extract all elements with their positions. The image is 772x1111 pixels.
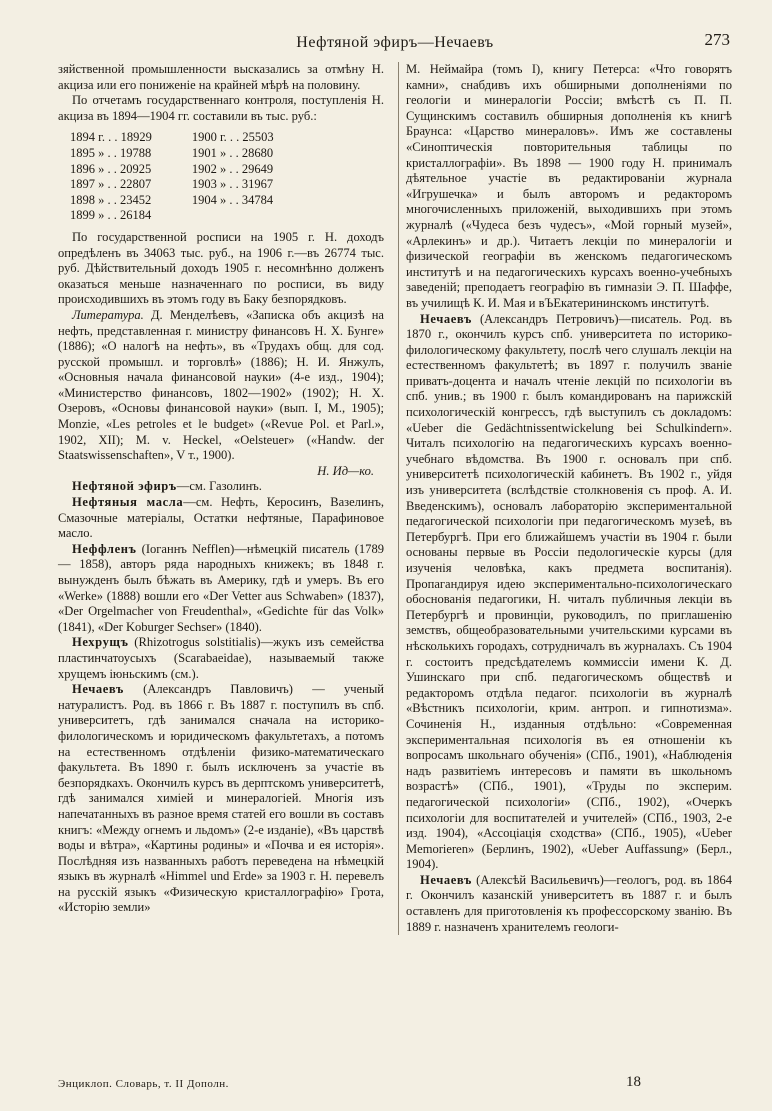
entry (58, 682, 384, 916)
entry-text: (Алексѣй Васильевичъ)—геологъ, род. въ 1864 г. Окончилъ казанскій университетъ въ 1887 г. и былъ оставленъ для приготовленія къ профессорскому званію. Въ 1889 г. назначенъ хранителемъ геологи- (406, 872, 732, 934)
table-cell: 1901 » . . 28680 (191, 145, 274, 160)
table-row (70, 193, 278, 209)
entry-headword: Нефтяной эфиръ (72, 479, 177, 494)
entry (58, 479, 384, 495)
table-cell (192, 208, 278, 224)
paragraph: По государственной росписи на 1905 г. Н. доходъ опредѣленъ въ 34063 тыс. руб., на 1906 г.—въ 26774 тыс. руб. Дѣйствительный доходъ 1905 г. несомнѣнно долженъ оказаться меньше назначеннаго по росписи, въ виду происходившихъ въ этомъ году въ Баку безпорядковъ. (58, 229, 384, 307)
entry-headword: Нечаевъ (420, 311, 472, 326)
signature-mark: 18 (626, 1074, 641, 1090)
table-cell: 1899 » . . 26184 (70, 208, 152, 223)
table-cell: 1904 » . . 34784 (191, 192, 274, 207)
entry-headword: Нефтяныя масла (72, 495, 184, 510)
entry (58, 495, 384, 542)
entry-text: —см. Нефть, Керосинъ, Вазелинъ, Смазочные матеріалы, Остатки нефтяные, Парафиновое масло. (58, 495, 384, 541)
table-cell: 1902 » . . 29649 (191, 161, 274, 176)
entry (406, 873, 732, 935)
literature-paragraph (58, 308, 384, 464)
entry-text: (Александръ Павловичъ) — ученый натуралистъ. Род. въ 1866 г. Въ 1887 г. поступилъ въ спб. университетъ, гдѣ занимался сначала на историко-филологическомъ и юридическомъ факультетахъ, а потомъ на естественномъ отдѣленіи физико-математическаго факультета. Въ 1890 г. былъ исключенъ за участіе въ безпорядкахъ. Окончилъ курсъ въ дерптскомъ университетѣ, гдѣ занимался химіей и минералогіей. Многія изъ напечатанныхъ въ разное время статей его вошли въ составъ книгъ: «Между огнемъ и льдомъ» (2-е изданіе), «Въ царствѣ воды и вѣтра», «Картины родины» и «Почва и ея исторія». Послѣдняя изъ названныхъ работъ переведена на нѣмецкій языкъ въ журналѣ «Himmel und Erde» за 1903 г. Н. перевелъ на русскій языкъ «Физическую кристаллографію» Грота, «Исторію земли» (58, 682, 384, 915)
table-row (70, 177, 278, 193)
table-cell: 1895 » . . 19788 (70, 145, 152, 160)
literature-label: Литература. (72, 307, 144, 322)
table-row (70, 208, 278, 224)
text-columns (58, 62, 732, 935)
entry-text: (Rhizotrogus solstitialis)—жукъ изъ семейства пластинчатоусыхъ (Scarabaeidae), называемый также хрущемъ іюньскимъ (см.). (58, 635, 384, 681)
entry-headword: Неффленъ (72, 541, 137, 556)
revenue-table (70, 130, 278, 224)
right-column (398, 62, 732, 935)
entry-headword: Нечаевъ (420, 872, 472, 887)
running-head: Нефтяной эфиръ—Нечаевъ (296, 34, 494, 51)
table-cell: 1896 » . . 20925 (70, 161, 152, 176)
left-column (58, 62, 384, 935)
entry-headword: Нечаевъ (72, 682, 124, 697)
paragraph: М. Неймайра (томъ I), книгу Петерса: «Что говорятъ камни», снабдивъ ихъ обширными дополненіями по геологіи и минералогіи Россіи; вмѣстѣ съ П. П. Сущинскимъ составилъ обширныя дополненія къ книгѣ Браунса: «Царство минераловъ». Имъ же составлены «Синоптическія повторительныя таблицы по кристаллографіи». Въ 1898 — 1900 году Н. принималъ дѣятельное участіе въ редактированіи журнала «Игрушечка» и былъ авторомъ и редакторомъ многочисленныхъ приложеній, выходившихъ при этомъ журналѣ («Чудеса безъ чудесъ», «Мой горный музей», «Арлекинъ» и др.). Читаетъ лекціи по минералогіи и физической географіи въ женскомъ педагогическомъ институтѣ и на педагогическихъ курсахъ военно-учебныхъ заведеній; преподаетъ географію въ гимназіи Э. П. Шаффе, въ училищѣ К. И. Мая и вЪЕкатерининскомъ институтѣ. (406, 62, 732, 310)
table-cell: 1900 г. . . 25503 (191, 130, 274, 145)
entry-text: (Александръ Петровичъ)—писатель. Род. въ 1870 г., окончилъ курсъ спб. университета по историко-филологическому факультету, послѣ чего слушалъ лекціи на естественномъ факультетѣ; въ 1897 г. получилъ званіе приватъ-доцента и началъ чтеніе лекцій по психологіи въ спб. унив.; въ 1900 г. былъ командированъ на парижскій психологическій конгрессъ, гдѣ выступилъ съ докладомъ: «Ueber die Gedächtnissentwickelung bei Schulkindern». Читалъ психологію на педагогическихъ курсахъ военно-учебнаго вѣдомства. Въ 1900 г. основалъ при спб. университетѣ психологическій кабинетъ. Въ 1902 г., уйдя изъ университета (вслѣдствіе столкновенія съ проф. А. И. Введенскимъ), основалъ лабораторію экспериментальной педагогической психологіи при педагогическомъ музеѣ, въ Петербургѣ. При его ближайшемъ участіи въ 1904 г. были основаны первые въ Россіи педологическіе курсы (для изученія человѣка, какъ предмета воспитанія). Пропагандируя идею экспериментально-психологическаго обоснованія педагогики, Н. читалъ публичныя лекціи въ Петербургѣ и провинціи, руководилъ, по приглашенію земствъ, общеобразовательными учительскими курсами въ нѣсколькихъ городахъ, сотрудничалъ въ журналахъ. Съ 1904 г. состоитъ предсѣдателемъ коммиссіи имени К. Д. Ушинскаго при спб. педагогическомъ обществѣ и редакторомъ отдѣла педагог. психологіи въ журналѣ «Вѣстникъ психологіи, крим. антроп. и гипнотизма». Сочиненія Н., изданныя отдѣльно: «Современная экспериментальная психологія въ ея отношеніи къ вопросамъ школьнаго обученія» (СПб., 1901), «Наблюденія надъ развитіемъ интересовъ и памяти въ школьномъ возрастѣ» (СПб., 1901), «Труды по эксперим. педагогической психологіи» (СПб., 1902), «Очеркъ психологіи для воспитателей и учителей» (СПб., 1903, 2-е изд. 1904), «Ассоціація сходства» (СПб., 1905), «Ueber Memorieren» (Берлинъ, 1902), «Ueber Auffassung» (Берл., 1904). (406, 311, 732, 872)
table-cell: 1903 » . . 31967 (191, 177, 274, 192)
entry-text: (Іоганнъ Nefflen)—нѣмецкій писатель (1789 — 1858), авторъ ряда народныхъ книжекъ; въ 1848 г. вынужденъ былъ бѣжать въ Америку, гдѣ и умеръ. Въ его «Werke» (1888) вошли его «Der Vetter aus Schwaben» (1837), «Der Orgelmacher von Freudenthal», «Gedichte für das Volk» (1841), «Der Koburger Sechser» (1840). (58, 541, 384, 634)
author-signature: Н. Ид—ко. (317, 463, 374, 478)
entry (58, 542, 384, 636)
entry (406, 312, 732, 873)
paragraph: По отчетамъ государственнаго контроля, поступленія Н. акциза въ 1894—1904 гг. составили въ тыс. руб.: (58, 93, 384, 123)
page-number: 273 (704, 30, 730, 49)
page-header (58, 30, 732, 62)
literature-text: Д. Менделѣевъ, «Записка объ акцизѣ на нефть, представленная г. министру финансовъ Н. Х. Бунге» (1886); «О налогѣ на нефть», въ «Трудахъ общ. для сод. русской промышл. и торговлѣ» (1886); Н. И. Янжулъ, «Основныя начала финансовой науки» (4-е изд., 1904); «Министерство финансовъ, 1802—1902» (1902); Н. Х. Озеровъ, «Основы финансовой науки» (вып. I, М., 1905); Monzie, «Les petroles et le budget» («Revue Pol. et Parl.», 1902, XII); M. v. Heckel, «Oelsteuer» («Handw. der Staatswissenschaften», V т., 1900). (58, 307, 384, 463)
table-row (70, 162, 278, 178)
table-row (70, 146, 278, 162)
table-row (70, 130, 278, 146)
table-cell: 1894 г. . . 18929 (70, 130, 152, 145)
entry-headword: Нехрущъ (72, 635, 129, 650)
footer-imprint: Энциклоп. Словарь, т. II Дополн. (58, 1078, 229, 1090)
entry (58, 635, 384, 682)
paragraph: зяйственной промышленности высказались за отмѣну Н. акциза или его пониженіе на крайней мѣрѣ на половину. (58, 62, 384, 92)
entry-text: —см. Газолинъ. (176, 479, 262, 494)
table-cell: 1897 » . . 22807 (70, 177, 152, 192)
table-cell: 1898 » . . 23452 (70, 192, 152, 207)
